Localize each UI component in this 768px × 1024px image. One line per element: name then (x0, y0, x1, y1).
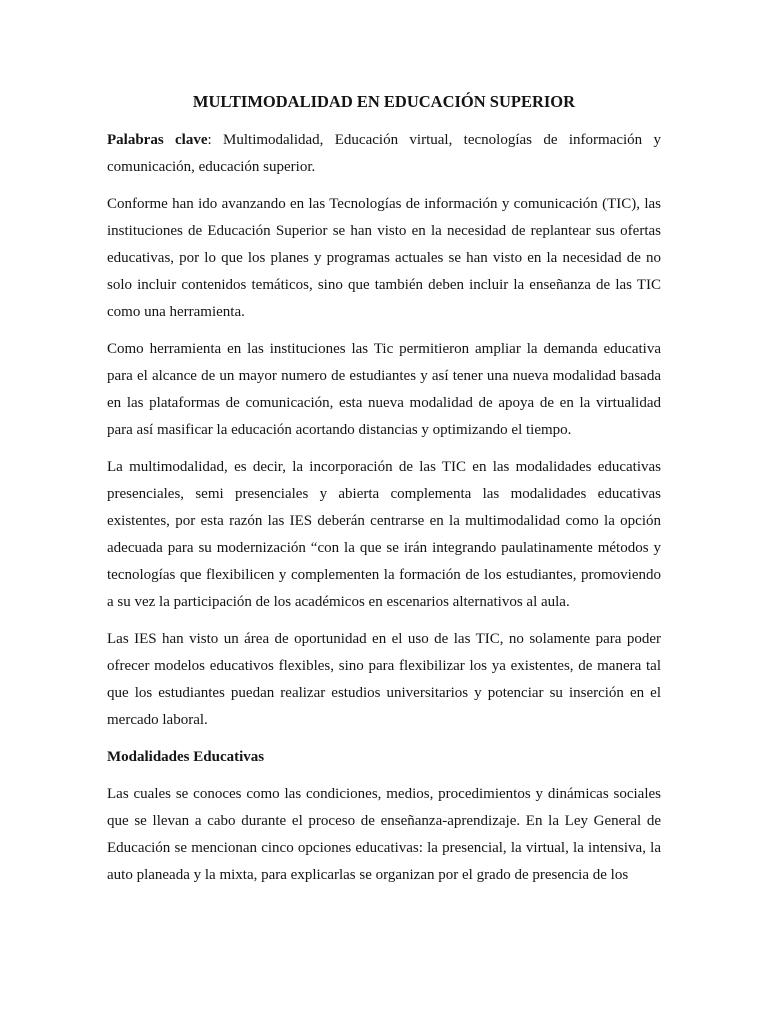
keywords-separator: : (207, 132, 212, 148)
keywords-text: Multimodalidad, Educación virtual, tecnologías de información y comunicación, educación superior. (107, 132, 661, 175)
body-paragraph-1: Conforme han ido avanzando en las Tecnologías de información y comunicación (TIC), las instituciones de Educación Superior se han visto en la necesidad de replantear sus ofertas educativas, por lo que los planes y programas actuales se han visto en la necesidad de no solo incluir contenidos temáticos, sino que también deben incluir la enseñanza de las TIC como una herramienta. (107, 196, 661, 320)
section-heading: Modalidades Educativas (107, 749, 265, 765)
section-paragraph: Las cuales se conoces como las condiciones, medios, procedimientos y dinámicas sociales que se llevan a cabo durante el proceso de enseñanza-aprendizaje. En la Ley General de Educación se mencionan cinco opciones educativas: la presencial, la virtual, la intensiva, la auto planeada y la mixta, para explicarlas se organizan por el grado de presencia de los (107, 786, 661, 883)
body-paragraph-3: La multimodalidad, es decir, la incorporación de las TIC en las modalidades educativas presenciales, semi presenciales y abierta complementa las modalidades educativas existentes, por esta razón las IES deberán centrarse en la multimodalidad como la opción adecuada para su modernización “con la que se irán integrando paulatinamente métodos y tecnologías que flexibilicen y complementen la formación de los estudiantes, promoviendo a su vez la participación de los académicos en escenarios alternativos al aula. (107, 459, 661, 610)
document-title: MULTIMODALIDAD EN EDUCACIÓN SUPERIOR (192, 92, 576, 111)
document-page (107, 88, 661, 899)
keywords-paragraph (107, 127, 661, 181)
keywords-label: Palabras clave (107, 132, 208, 148)
body-paragraph-4: Las IES han visto un área de oportunidad en el uso de las TIC, no solamente para poder ofrecer modelos educativos flexibles, sino para flexibilizar los ya existentes, de manera tal que los estudiantes puedan realizar estudios universitarios y potenciar su inserción en el mercado laboral. (107, 631, 661, 728)
body-paragraph-2: Como herramienta en las instituciones las Tic permitieron ampliar la demanda educativa para el alcance de un mayor numero de estudiantes y así tener una nueva modalidad basada en las plataformas de comunicación, esta nueva modalidad de apoya de en la virtualidad para así masificar la educación acortando distancias y optimizando el tiempo. (107, 341, 661, 438)
